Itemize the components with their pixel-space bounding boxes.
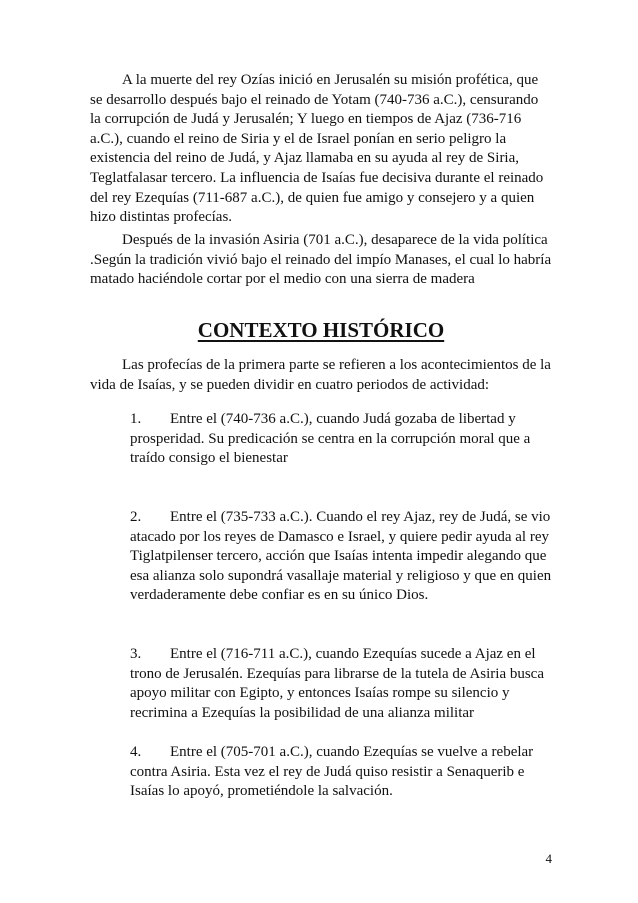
paragraph-isaiah-death: Después de la invasión Asiria (701 a.C.), desaparece de la vida política .Según la tradición vivió bajo el reinado del impío Manases, el cual lo habría matado haciéndole cortar por el medio con una sierra de madera [90,232,552,288]
section-heading: CONTEXTO HISTÓRICO [197,318,445,342]
page-number: 4 [545,851,552,866]
paragraph-isaiah-mission: A la muerte del rey Ozías inició en Jerusalén su misión profética, que se desarrollo después bajo el reinado de Yotam (740-736 a.C.), censurando la corrupción de Judá y Jerusalén; Y luego en tiempos de Ajaz (736-716 a.C.), cuando el reino de Siria y el de Israel ponían en serio peligro la existencia del reino de Judá, y Ajaz llamaba en su ayuda al rey de Siria, Teglatfalasar tercero. La influencia de Isaías fue decisiva durante el reinado del rey Ezequías (711-687 a.C.), de quien fue amigo y consejero y a quien hizo distintas profecías. [90,72,544,226]
list-item-text: Entre el (740-736 a.C.), cuando Judá gozaba de libertad y prosperidad. Su predicación se centra en la corrupción moral que a traído consigo el bienestar [130,411,531,467]
list-item-number: 3. [130,646,142,662]
list-item [130,508,552,606]
list-item [130,410,552,469]
list-item-text: Entre el (735-733 a.C.). Cuando el rey Ajaz, rey de Judá, se vio atacado por los reyes de Damasco e Israel, y quiere pedir ayuda al rey Tiglatpilenser tercero, acción que Isaías intenta impedir alegando que esa alianza solo supondrá vasallaje material y religioso y que en quien verdaderamente debe confiar es en su único Dios. [130,509,552,604]
list-item-text: Entre el (716-711 a.C.), cuando Ezequías sucede a Ajaz en el trono de Jerusalén. Ezequías para librarse de la tutela de Asiria busca apoyo militar con Egipto, y entonces Isaías rompe su silencio y recrimina a Ezequías la posibilidad de una alianza militar [130,646,545,721]
list-item [130,743,552,802]
list-item-text: Entre el (705-701 a.C.), cuando Ezequías se vuelve a rebelar contra Asiria. Esta vez el rey de Judá quiso resistir a Senaquerib e Isaías lo apoyó, prometiéndole la salvación. [130,744,534,800]
list-item [130,645,552,723]
list-item-number: 2. [130,509,142,525]
list-item-number: 1. [130,411,142,427]
list-item-number: 4. [130,744,142,760]
paragraph-intro: Las profecías de la primera parte se refieren a los acontecimientos de la vida de Isaías, y se pueden dividir en cuatro periodos de actividad: [90,357,551,393]
